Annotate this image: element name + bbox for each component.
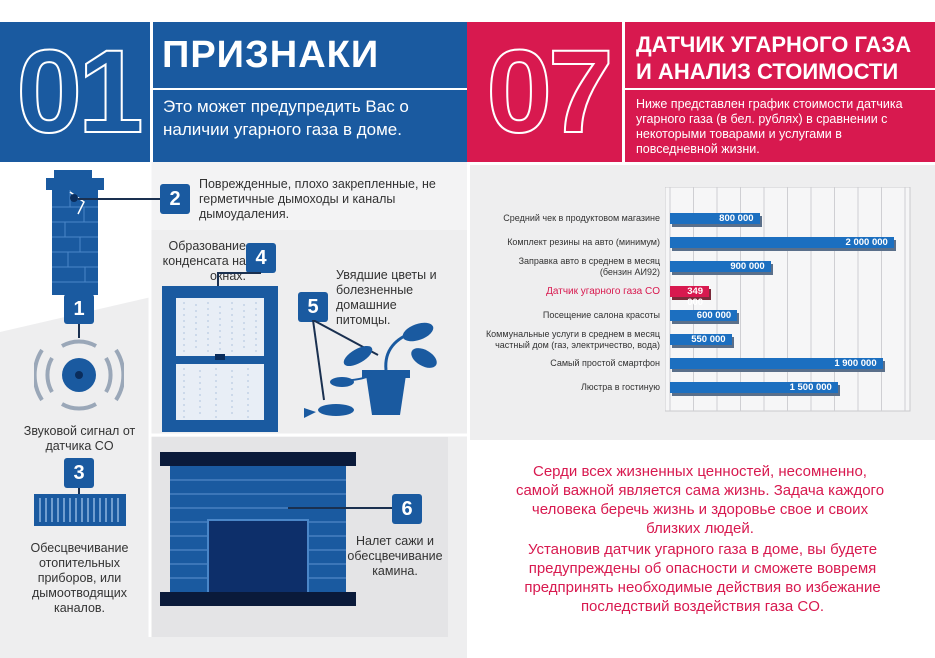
chart-category-label (480, 286, 660, 297)
window-icon (160, 258, 280, 433)
sign-text-3: Обесцвечивание отопительных приборов, или дымоотводящих каналов. (30, 541, 129, 615)
left-header-subtitle: Это может предупредить Вас о наличии угарного газа в доме. (163, 97, 409, 139)
chart-value-label: 600 000 (696, 309, 732, 321)
cost-chart (470, 165, 935, 440)
right-header-title: ДАТЧИК УГАРНОГО ГАЗА И АНАЛИЗ СТОИМОСТИ (636, 32, 912, 84)
chart-category-label-line: (бензин АИ92) (599, 267, 660, 278)
conclusion-paragraph-1: Серди всех жизненных ценностей, несомненно, самой важной является сама жизнь. Задача каждого человека беречь жизнь и здоровье свое и своих близких людей. (515, 463, 885, 537)
chart-value-label: 2 000 000 (845, 237, 888, 249)
chart-category-label (480, 329, 660, 351)
chart-value-label: 1 900 000 (834, 358, 877, 370)
header-divider (622, 22, 625, 162)
section-number-right: 07 (486, 26, 610, 158)
header-rule (152, 88, 467, 90)
sign-badge-4: 4 (246, 243, 276, 273)
chimney-icon (40, 162, 110, 297)
chart-category-label-line: Самый простой смартфон (550, 358, 660, 369)
sign-badge-2: 2 (160, 184, 190, 214)
header-rule (624, 88, 935, 90)
left-header-title: ПРИЗНАКИ (162, 34, 380, 76)
chart-category-label (480, 256, 660, 278)
alarm-icon (34, 330, 124, 420)
chart-category-label (480, 358, 660, 369)
chart-category-label-line: Датчик угарного газа CO (546, 285, 660, 297)
sign-text-6: Налет сажи и обесцвечивание камина. (347, 534, 443, 578)
sign-badge-3: 3 (64, 458, 94, 488)
chart-category-label-line: Люстра в гостиную (580, 382, 660, 393)
sign-text-5: Увядшие цветы и болезненные домашние питомцы. (336, 268, 437, 327)
conclusion-paragraph-2: Установив датчик угарного газа в доме, вы будете предупреждены об опасности и сможете вовремя предпринять необходимые действия во избежание последствий воздействия газа CO. (524, 541, 881, 615)
right-header-subtitle: Ниже представлен график стоимости датчика угарного газа (в бел. рублях) в сравнении с некоторыми товарами и услугами в повседневной жизни. (636, 97, 903, 156)
chart-category-label-line: Коммунальные услуги в среднем в месяц (485, 329, 660, 339)
chart-value-label: 550 000 (691, 334, 726, 345)
sign-badge-1: 1 (64, 294, 94, 324)
chart-category-label-line: Комплект резины на авто (минимум) (507, 237, 660, 248)
wilted-plant-icon (296, 320, 446, 430)
sign-text-2: Поврежденные, плохо закрепленные, не герметичные дымоходы и каналы дымоудаления. (199, 177, 436, 221)
chart-category-label (480, 382, 660, 393)
sign-text-4: Образование конденсата на окнах. (162, 239, 246, 283)
sign-badge-5: 5 (298, 292, 328, 322)
header-divider (150, 22, 153, 162)
chart-value-label: 349 000 (687, 285, 704, 308)
chart-category-label (480, 310, 660, 321)
chart-value-label: 900 000 (730, 261, 765, 273)
sign-text-1: Звуковой сигнал от датчика CO (23, 424, 136, 453)
chart-category-label-line: частный дом (газ, электричество, вода) (495, 340, 660, 350)
dead-bird-icon (318, 404, 354, 416)
chart-category-label-line: Средний чек в продуктовом магазине (503, 213, 660, 223)
chart-category-label (480, 237, 660, 248)
chart-category-label-line: Заправка авто в среднем в месяц (518, 256, 660, 267)
chart-value-label: 800 000 (719, 213, 754, 224)
fireplace-icon (160, 452, 410, 610)
connector-line (78, 198, 160, 200)
sign-badge-6: 6 (392, 494, 422, 524)
chart-value-label: 1 500 000 (789, 382, 832, 394)
chart-category-label-line: Посещение салона красоты (542, 309, 660, 320)
chart-category-label (480, 213, 660, 224)
section-number-left: 01 (16, 26, 140, 158)
radiator-icon (34, 494, 126, 526)
